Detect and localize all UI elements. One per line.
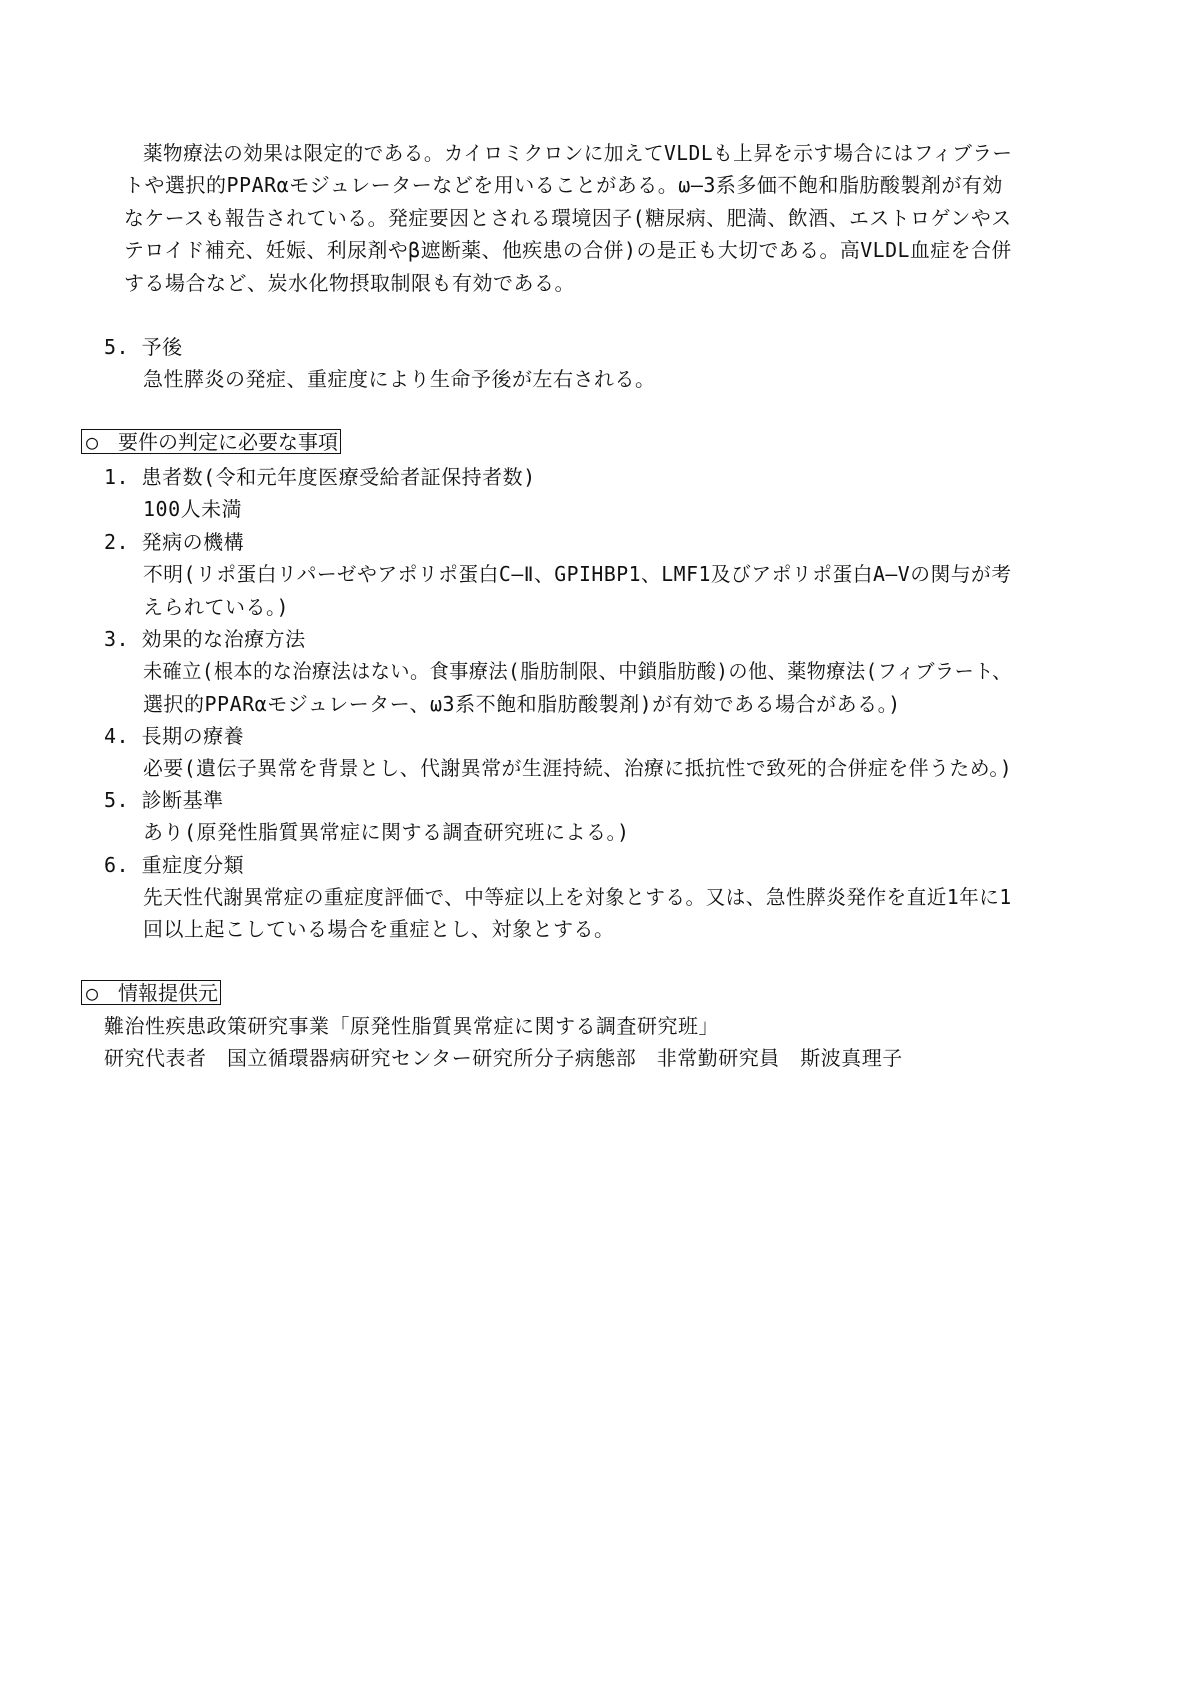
prognosis-heading: 5. 予後 [104,335,183,359]
req-item-2-line-1: 不明(リポ蛋白リパーゼやアポリポ蛋白C―Ⅱ、GPIHBP1、LMF1及びアポリポ蛋白A―Vの関与が考 [143,562,1012,586]
req-item-5-heading: 5. 診断基準 [104,788,224,812]
req-item-6-line-1: 先天性代謝異常症の重症度評価で、中等症以上を対象とする。又は、急性膵炎発作を直近1年に1 [143,885,1012,909]
req-item-1-line-1: 100人未満 [143,497,243,521]
req-item-5-line-1: あり(原発性脂質異常症に関する調査研究班による。) [143,820,630,844]
treatment-line-3: なケースも報告されている。発症要因とされる環境因子(糖尿病、肥満、飲酒、エストロゲンやス [124,206,1012,230]
req-item-3-heading: 3. 効果的な治療方法 [104,627,306,651]
prognosis-text: 急性膵炎の発症、重症度により生命予後が左右される。 [143,367,656,391]
req-item-6-heading: 6. 重症度分類 [104,853,245,877]
req-item-3-line-1: 未確立(根本的な治療法はない。食事療法(脂肪制限、中鎖脂肪酸)の他、薬物療法(フィブラート、 [143,659,1012,683]
info-source-box-title: ○ 情報提供元 [81,980,221,1005]
req-item-2-heading: 2. 発病の機構 [104,530,245,554]
treatment-line-4: テロイド補充、妊娠、利尿剤やβ遮断薬、他疾患の合併)の是正も大切である。高VLDL血症を合併 [124,238,1012,262]
req-item-6-line-2: 回以上起こしている場合を重症とし、対象とする。 [143,917,615,941]
treatment-line-5: する場合など、炭水化物摂取制限も有効である。 [124,271,575,295]
info-source-line-2: 研究代表者 国立循環器病研究センター研究所分子病態部 非常勤研究員 斯波真理子 [104,1046,903,1070]
treatment-line-2: トや選択的PPARαモジュレーターなどを用いることがある。ω―3系多価不飽和脂肪酸製剤が有効 [124,173,1003,197]
req-item-3-line-2: 選択的PPARαモジュレーター、ω3系不飽和脂肪酸製剤)が有効である場合がある。) [143,692,901,716]
treatment-line-1: 薬物療法の効果は限定的である。カイロミクロンに加えてVLDLも上昇を示す場合にはフィブラー [143,141,1013,165]
req-item-4-heading: 4. 長期の療養 [104,724,245,748]
requirements-box-title: ○ 要件の判定に必要な事項 [81,429,341,454]
req-item-2-line-2: えられている。) [143,595,290,619]
req-item-4-line-1: 必要(遺伝子異常を背景とし、代謝異常が生涯持続、治療に抵抗性で致死的合併症を伴うため。) [143,756,1013,780]
req-item-1-heading: 1. 患者数(令和元年度医療受給者証保持者数) [104,465,536,489]
info-source-line-1: 難治性疾患政策研究事業「原発性脂質異常症に関する調査研究班」 [104,1014,719,1038]
